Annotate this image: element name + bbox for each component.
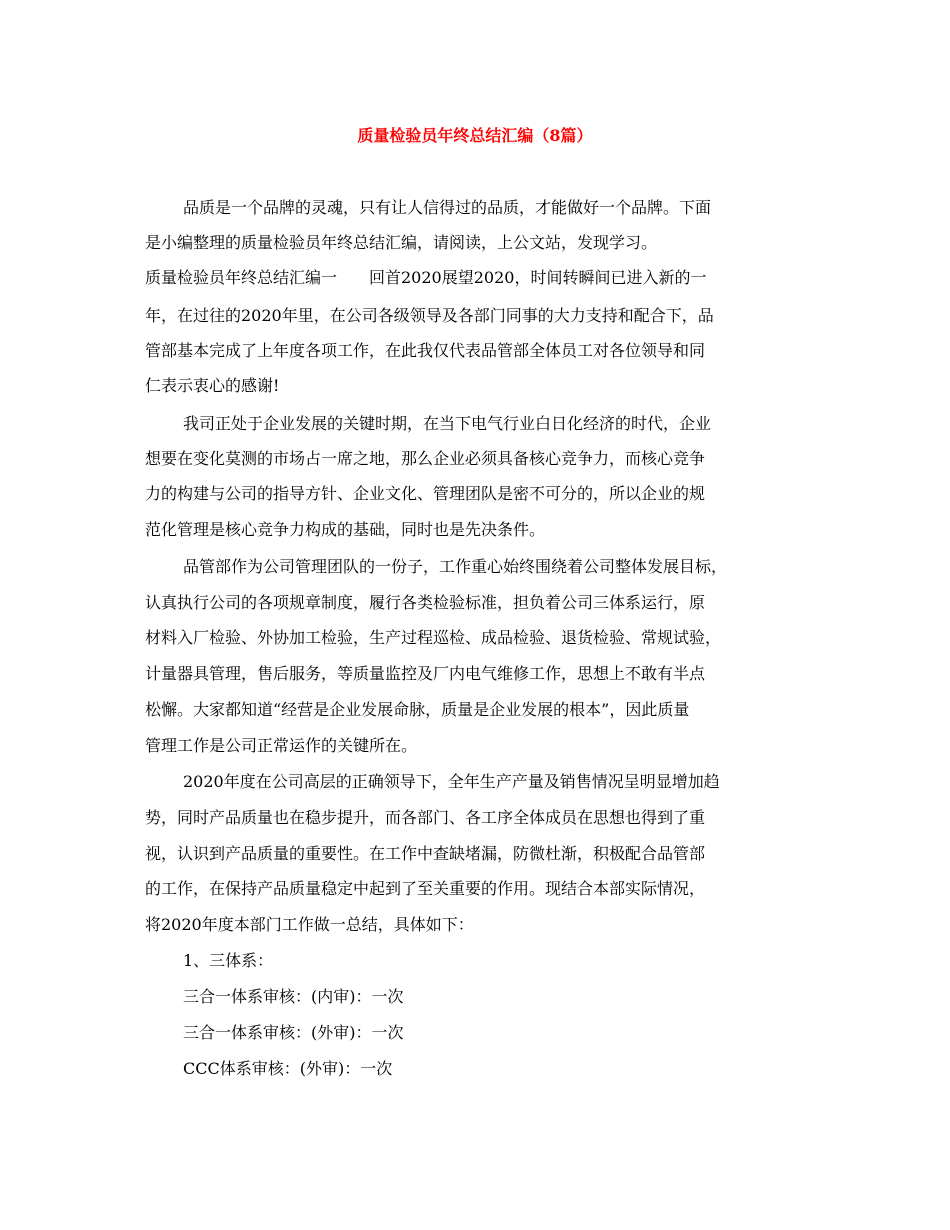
paragraph-line: 仁表示衷心的感谢! (145, 376, 280, 395)
paragraph-line: 是小编整理的质量检验员年终总结汇编，请阅读，上公文站，发现学习。 (145, 233, 658, 252)
paragraph-line: 年，在过往的2020年里，在公司各级领导及各部门同事的大力支持和配合下，品 (145, 306, 714, 325)
list-item: 1、三体系： (183, 951, 274, 970)
paragraph-line: 认真执行公司的各项规章制度，履行各类检验标准，担负着公司三体系运行，原 (145, 593, 706, 612)
paragraph-line: 材料入厂检验、外协加工检验，生产过程巡检、成品检验、退货检验、常规试验， (145, 628, 722, 647)
paragraph-line: 2020年度在公司高层的正确领导下，全年生产产量及销售情况呈明显增加趋 (183, 772, 720, 791)
list-item: CCC体系审核：(外审)：一次 (183, 1059, 393, 1078)
paragraph-line: 松懈。大家都知道“经营是企业发展命脉，质量是企业发展的根本”，因此质量 (145, 700, 690, 719)
list-item: 三合一体系审核：(内审)：一次 (183, 987, 404, 1006)
paragraph-line: 想要在变化莫测的市场占一席之地，那么企业必须具备核心竞争力，而核心竞争 (145, 449, 706, 468)
paragraph-line: 我司正处于企业发展的关键时期，在当下电气行业白日化经济的时代，企业 (183, 414, 712, 433)
paragraph-line: 管理工作是公司正常运作的关键所在。 (145, 736, 418, 755)
paragraph-line: 品质是一个品牌的灵魂，只有让人信得过的品质，才能做好一个品牌。下面 (183, 198, 712, 217)
paragraph-line: 计量器具管理，售后服务，等质量监控及厂内电气维修工作，思想上不敢有半点 (145, 664, 706, 683)
paragraph-line: 视，认识到产品质量的重要性。在工作中查缺堵漏，防微杜渐，积极配合品管部 (145, 844, 706, 863)
document-title: 质量检验员年终总结汇编（8篇） (357, 126, 593, 145)
paragraph-line: 品管部作为公司管理团队的一份子，工作重心始终围绕着公司整体发展目标， (183, 557, 728, 576)
paragraph-line: 势，同时产品质量也在稳步提升，而各部门、各工序全体成员在思想也得到了重 (145, 808, 706, 827)
paragraph-line: 力的构建与公司的指导方针、企业文化、管理团队是密不可分的，所以企业的规 (145, 484, 706, 503)
paragraph-line: 质量检验员年终总结汇编一 回首2020展望2020，时间转瞬间已进入新的一 (145, 268, 707, 287)
paragraph-line: 管部基本完成了上年度各项工作，在此我仅代表品管部全体员工对各位领导和同 (145, 341, 706, 360)
paragraph-line: 的工作，在保持产品质量稳定中起到了至关重要的作用。现结合本部实际情况， (145, 879, 706, 898)
paragraph-line: 将2020年度本部门工作做一总结，具体如下： (145, 915, 474, 934)
list-item: 三合一体系审核：(外审)：一次 (183, 1023, 404, 1042)
paragraph-line: 范化管理是核心竞争力构成的基础，同时也是先决条件。 (145, 520, 546, 539)
